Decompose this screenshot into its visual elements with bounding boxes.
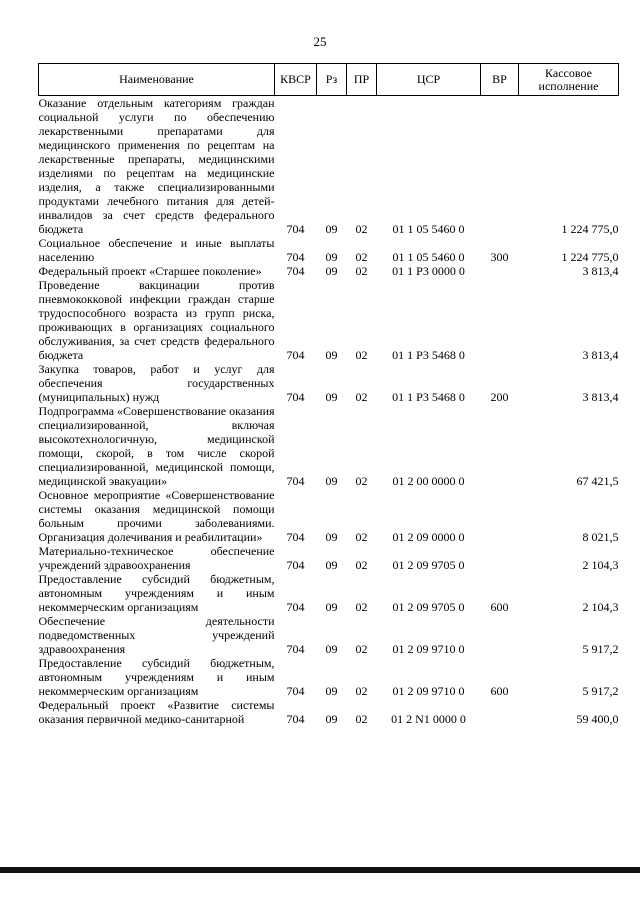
row-kvsr: 704 [286,712,305,726]
row-vr [481,278,519,362]
row-pr: 02 [355,684,368,698]
table-header [39,64,619,96]
row-kvsr: 704 [286,222,305,236]
table-row [39,614,619,656]
row-amount: 3 813,4 [582,390,619,404]
header-amount: Кассовое исполнение [519,64,619,96]
row-csr: 01 1 P3 0000 0 [392,264,465,278]
row-name-text: Основное мероприятие «Совершенствование системы оказания медицинской помощи больным прочими заболеваниями. Организация долечивания и реабилитации» [38,488,275,544]
row-name-text: Федеральный проект «Развитие системы оказания первичной медико-санитарной [38,698,275,726]
row-pr: 02 [355,642,368,656]
row-vr [481,614,519,656]
row-amount: 1 224 775,0 [561,222,619,236]
row-vr: 300 [490,250,509,264]
row-pr: 02 [355,390,368,404]
row-name [39,404,275,488]
row-name-text: Оказание отдельным категориям граждан социальной услуги по обеспечению лекарственными препаратами для медицинского применения по рецептам на лекарственные препараты, медицинскими изделиями по рецептам на медицинские изделия, а также специализированными продуктами лечебного питания для детей-инвалидов за счет средств федерального бюджета [38,96,275,236]
table-row [39,572,619,614]
row-vr [481,96,519,237]
row-csr: 01 2 09 9705 0 [392,600,465,614]
row-vr [481,264,519,278]
row-pr: 02 [355,474,368,488]
row-rz: 09 [325,348,338,362]
row-amount: 5 917,2 [582,684,619,698]
row-name-text: Проведение вакцинации против пневмококковой инфекции граждан старше трудоспособного возраста из групп риска, проживающих в организациях социального обслуживания, за счет средств федерального бюджета [38,278,275,362]
header-csr: ЦСР [377,64,481,96]
row-kvsr: 704 [286,642,305,656]
row-name-text: Закупка товаров, работ и услуг для обеспечения государственных (муниципальных) нужд [38,362,275,404]
row-vr [481,544,519,572]
table-row [39,656,619,698]
row-kvsr: 704 [286,390,305,404]
row-name [39,362,275,404]
row-name [39,96,275,237]
row-amount: 8 021,5 [582,530,619,544]
header-kvsr: КВСР [275,64,317,96]
row-name [39,656,275,698]
row-csr: 01 2 09 9710 0 [392,684,465,698]
row-rz: 09 [325,250,338,264]
table-body [39,96,619,727]
row-csr: 01 2 09 0000 0 [392,530,465,544]
header-name: Наименование [39,64,275,96]
row-pr: 02 [355,348,368,362]
scan-border [0,867,640,873]
row-pr: 02 [355,600,368,614]
row-name [39,488,275,544]
header-vr: ВР [481,64,519,96]
row-rz: 09 [325,474,338,488]
row-amount: 3 813,4 [582,264,619,278]
row-kvsr: 704 [286,474,305,488]
table-row [39,362,619,404]
row-kvsr: 704 [286,600,305,614]
row-name [39,544,275,572]
row-name [39,572,275,614]
table-row [39,236,619,264]
row-vr: 600 [490,684,509,698]
row-name-text: Предоставление субсидий бюджетным, автономным учреждениям и иным некоммерческим организациям [38,656,275,698]
row-rz: 09 [325,264,338,278]
row-kvsr: 704 [286,530,305,544]
table-row [39,404,619,488]
page-number: 25 [313,34,327,49]
row-pr: 02 [355,712,368,726]
budget-table [38,63,619,726]
row-pr: 02 [355,264,368,278]
row-kvsr: 704 [286,558,305,572]
row-amount: 59 400,0 [576,712,619,726]
row-csr: 01 1 P3 5468 0 [392,390,465,404]
row-rz: 09 [325,712,338,726]
row-vr [481,698,519,726]
table-row [39,698,619,726]
row-rz: 09 [325,530,338,544]
table-row [39,488,619,544]
row-name-text: Федеральный проект «Старшее поколение» [38,264,262,278]
row-csr: 01 2 09 9705 0 [392,558,465,572]
row-rz: 09 [325,558,338,572]
row-rz: 09 [325,222,338,236]
table-row [39,96,619,237]
row-kvsr: 704 [286,348,305,362]
table-row [39,278,619,362]
row-pr: 02 [355,558,368,572]
row-rz: 09 [325,642,338,656]
row-rz: 09 [325,600,338,614]
row-vr [481,488,519,544]
table-row [39,264,619,278]
row-name-text: Предоставление субсидий бюджетным, автономным учреждениям и иным некоммерческим организациям [38,572,275,614]
header-pr: ПР [347,64,377,96]
row-rz: 09 [325,684,338,698]
row-amount: 1 224 775,0 [561,250,619,264]
row-name [39,278,275,362]
row-pr: 02 [355,250,368,264]
row-name-text: Социальное обеспечение и иные выплаты населению [38,236,275,264]
table-row [39,544,619,572]
row-name-text: Подпрограмма «Совершенствование оказания специализированной, включая высокотехнологичную, медицинской помощи, скорой, в том числе скорой специализированной, медицинской помощи, медицинской эвакуации» [38,404,275,488]
row-csr: 01 1 05 5460 0 [392,222,465,236]
row-csr: 01 1 05 5460 0 [392,250,465,264]
row-kvsr: 704 [286,250,305,264]
row-pr: 02 [355,222,368,236]
row-name [39,264,275,278]
row-name [39,614,275,656]
row-csr: 01 2 09 9710 0 [392,642,465,656]
row-rz: 09 [325,390,338,404]
row-name-text: Обеспечение деятельности подведомственных учреждений здравоохранения [38,614,275,656]
row-csr: 01 2 N1 0000 0 [391,712,466,726]
row-amount: 2 104,3 [582,600,619,614]
row-csr: 01 2 00 0000 0 [392,474,465,488]
row-kvsr: 704 [286,684,305,698]
row-amount: 67 421,5 [576,474,619,488]
row-amount: 5 917,2 [582,642,619,656]
row-amount: 2 104,3 [582,558,619,572]
row-vr: 600 [490,600,509,614]
row-vr [481,404,519,488]
row-kvsr: 704 [286,264,305,278]
row-amount: 3 813,4 [582,348,619,362]
row-vr: 200 [490,390,509,404]
row-name-text: Материально-техническое обеспечение учреждений здравоохранения [38,544,275,572]
row-name [39,698,275,726]
row-name [39,236,275,264]
row-pr: 02 [355,530,368,544]
header-rz: Рз [317,64,347,96]
row-csr: 01 1 P3 5468 0 [392,348,465,362]
